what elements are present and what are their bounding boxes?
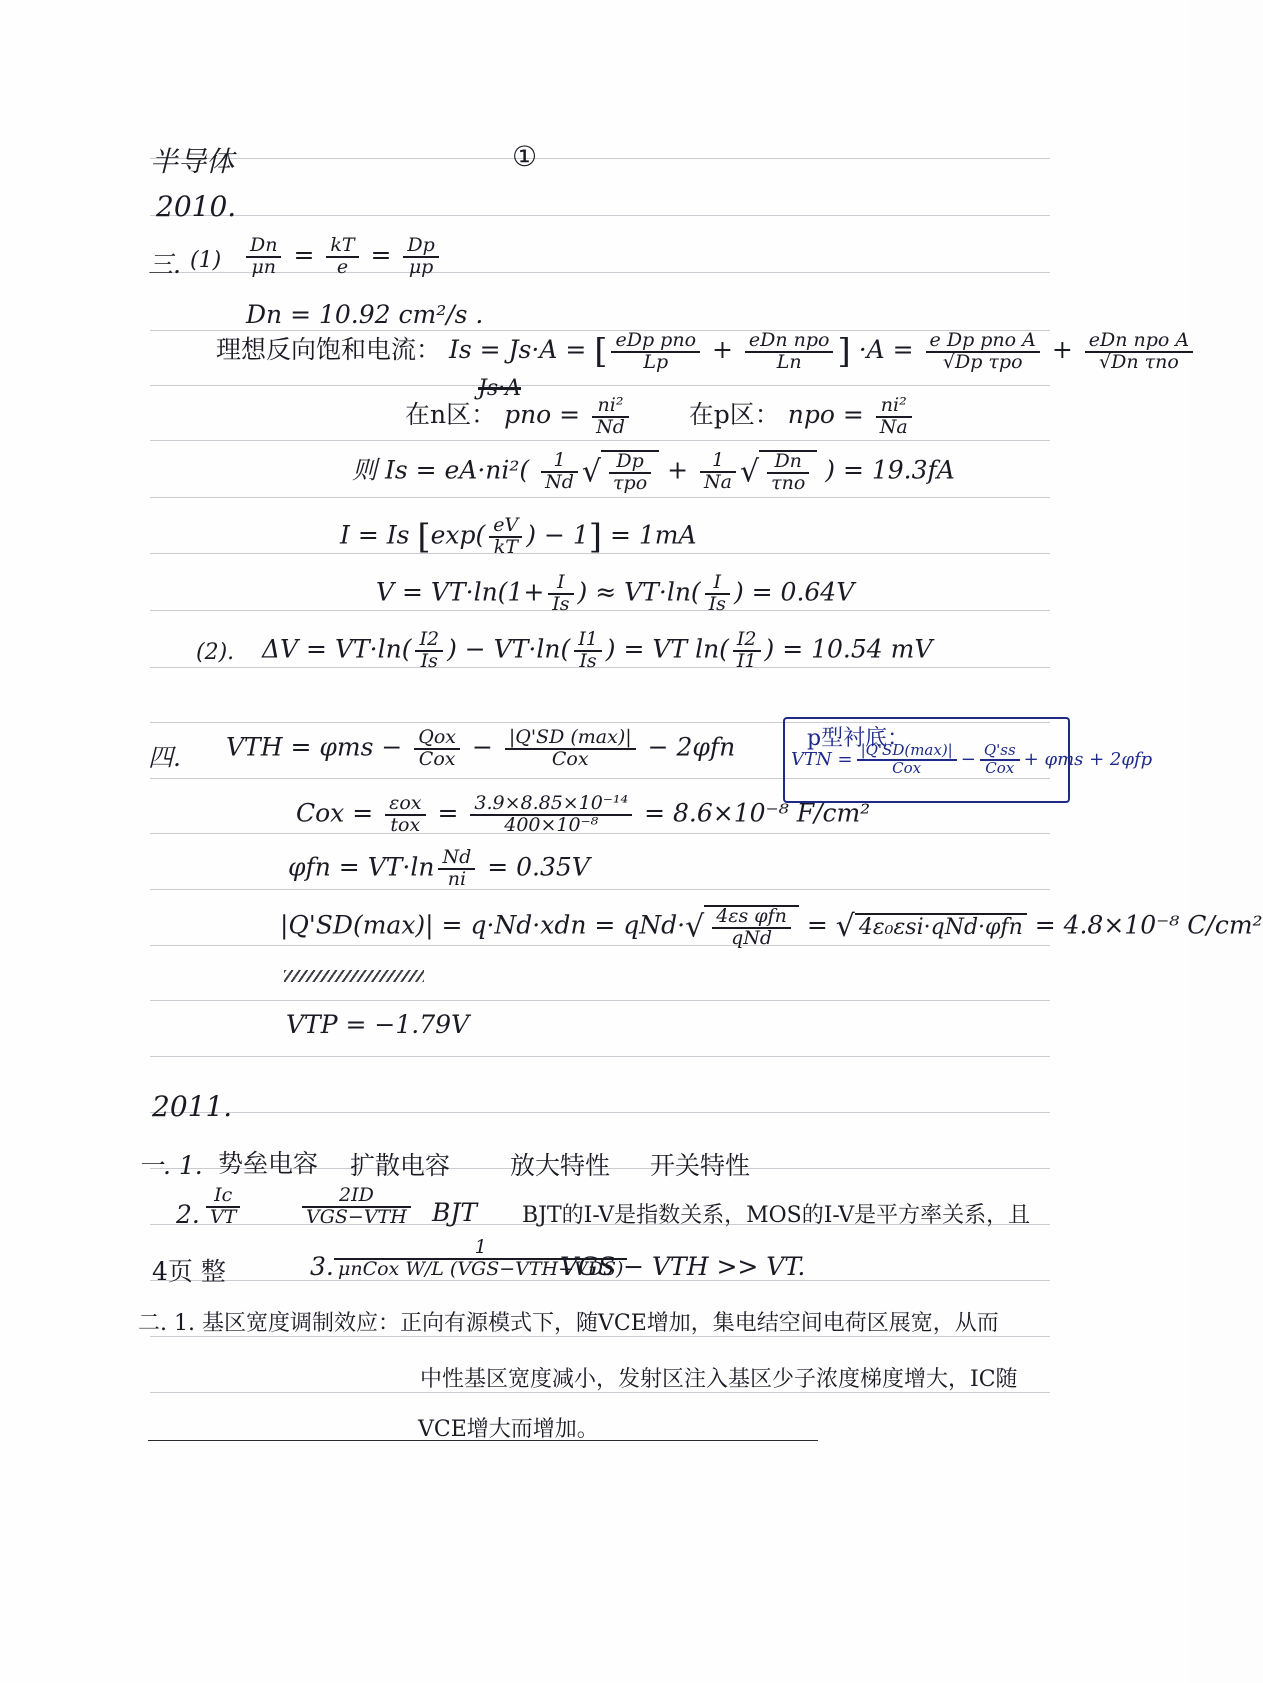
dn-value: Dn = 10.92 cm²/s . xyxy=(246,300,484,329)
delta-v-equation: ΔV = VT·ln( $\frac{I2}{Is}$ ) − VT·ln( $\frac{I1}{Is}$ ) = VT ln( $\frac{I2}{I1}$ ) = 10.54 mV xyxy=(262,628,933,672)
ruled-line xyxy=(150,1056,1050,1057)
capacitance-item-diffusion: 扩散电容 xyxy=(350,1151,451,1180)
part-1-label: (1) xyxy=(190,248,222,273)
p-substrate-note-box xyxy=(783,717,1153,803)
p-substrate-vtn-equation: VTN = $\frac{|Q'SD(\max)|}{\text{Cox}}$ − $\frac{Q'ss}{\text{Cox}}$ + φms + 2φfp xyxy=(791,741,1153,777)
p-substrate-note-title: p型衬底： xyxy=(807,726,910,751)
question-4-label: 四. xyxy=(148,743,181,772)
capacitance-item-barrier: 势垒电容 xyxy=(218,1149,319,1178)
phi-fn-equation: φfn = VT·ln $\frac{Nd}{ni}$ = 0.35V xyxy=(288,846,590,890)
bjt-label: BJT xyxy=(432,1198,478,1227)
ruled-line xyxy=(150,497,1050,498)
ruled-line xyxy=(150,158,1050,159)
scribbled-out-text xyxy=(284,970,424,982)
page-number: ① xyxy=(512,140,538,173)
question-1-2-label: 2. xyxy=(176,1200,200,1229)
base-width-modulation-line-3: VCE增大而增加。 xyxy=(418,1417,599,1442)
threshold-voltage-equation: VTH = φms − $\frac{\text{Qox}}{\text{Cox}}$ − $\frac{|Q'SD (\max)|}{\text{Cox}}$ − 2φfn xyxy=(226,726,736,770)
ruled-line xyxy=(150,889,1050,890)
bjt-mos-comparison: BJT的I-V是指数关系，MOS的I-V是平方率关系，且 xyxy=(522,1203,1031,1228)
cox-equation: Cox = $\frac{\text{εox}}{\text{tox}}$ = $\frac{\text{3.9×8.85×10⁻¹⁴}}{\text{400×10⁻⁸}}$ = 8.6×10⁻⁸ F/cm² xyxy=(296,792,871,836)
einstein-relation: $\frac{Dn}{\mu n}$ = $\frac{kT}{e}$ = $\frac{Dp}{\mu p}$ xyxy=(242,236,443,278)
question-1-3-label: 3. xyxy=(310,1252,334,1281)
year-2011: 2011. xyxy=(152,1090,233,1123)
question-1-label: 一. 1. xyxy=(138,1151,203,1180)
ruled-line xyxy=(150,440,1050,441)
base-width-modulation-line-1: 二. 1. 基区宽度调制效应：正向有源模式下，随VCE增加，集电结空间电荷区展宽，从而 xyxy=(138,1311,999,1336)
ruled-line xyxy=(150,385,1050,386)
characteristic-item-switching: 开关特性 xyxy=(650,1151,751,1180)
transconductance-bjt: $\frac{Ic}{VT}$ xyxy=(202,1186,244,1228)
question-3-label: 三. xyxy=(148,250,181,279)
vtp-result: VTP = −1.79V xyxy=(286,1010,470,1039)
ruled-line xyxy=(150,215,1050,216)
saturation-current-equation: 理想反向饱和电流： Is = Js·A = [ $\frac{\text{eDp pno}}{Lp}$ + $\frac{\text{eDn npo}}{Ln}$ ] ·A = $\frac{\text{e Dp pno A}}{\text{√Dp τpo}}$ + $\frac{\text{eDn npo A}}{\text{√Dn τno}}$ xyxy=(216,330,1197,372)
subject-title: 半导体 xyxy=(150,145,235,178)
ruled-line xyxy=(150,1112,1050,1113)
diode-current-equation: I = Is [exp( $\frac{eV}{kT}$ ) − 1] = 1mA xyxy=(340,514,697,558)
output-resistance-expression: $\frac{1}{\text{μnCox W/L (VGS−VTH+VDS)}}$ xyxy=(330,1238,631,1280)
year-2010: 2010. xyxy=(156,190,237,223)
validity-condition: VGS − VTH >> VT. xyxy=(560,1252,806,1281)
characteristic-item-amplification: 放大特性 xyxy=(510,1151,611,1180)
qsd-max-equation: |Q'SD(max)| = q·Nd·xdn = qNd·√ $\frac{\text{4εs φfn}}{\text{qNd}}$ = √ 4ε₀εsi·qNd·φfn = 4.8×10⁻⁸ C/cm² xyxy=(280,905,1263,949)
minority-carrier-equations: 在n区： pno = $\frac{\text{ni²}}{Nd}$ 在p区： npo = $\frac{\text{ni²}}{Na}$ xyxy=(405,395,916,437)
crossed-out-term: Js·A xyxy=(478,376,521,401)
ruled-line xyxy=(150,1000,1050,1001)
row-lead-text: 4页 整 xyxy=(152,1257,226,1286)
part-2-label: (2). xyxy=(196,640,235,665)
base-width-modulation-line-2: 中性基区宽度减小，发射区注入基区少子浓度梯度增大，IC随 xyxy=(420,1367,1018,1392)
is-result-equation: 则 Is = eA·ni²( $\frac{1}{Nd}$ √ $\frac{Dp}{\text{τpo}}$ + $\frac{1}{Na}$ √ $\frac{Dn}{\text{τno}}$ ) = 19.3fA xyxy=(352,449,955,494)
transconductance-mos: $\frac{2ID}{\text{VGS−VTH}}$ xyxy=(298,1186,415,1228)
voltage-equation: V = VT·ln(1+ $\frac{I}{Is}$ ) ≈ VT·ln( $\frac{I}{Is}$ ) = 0.64V xyxy=(376,571,855,615)
